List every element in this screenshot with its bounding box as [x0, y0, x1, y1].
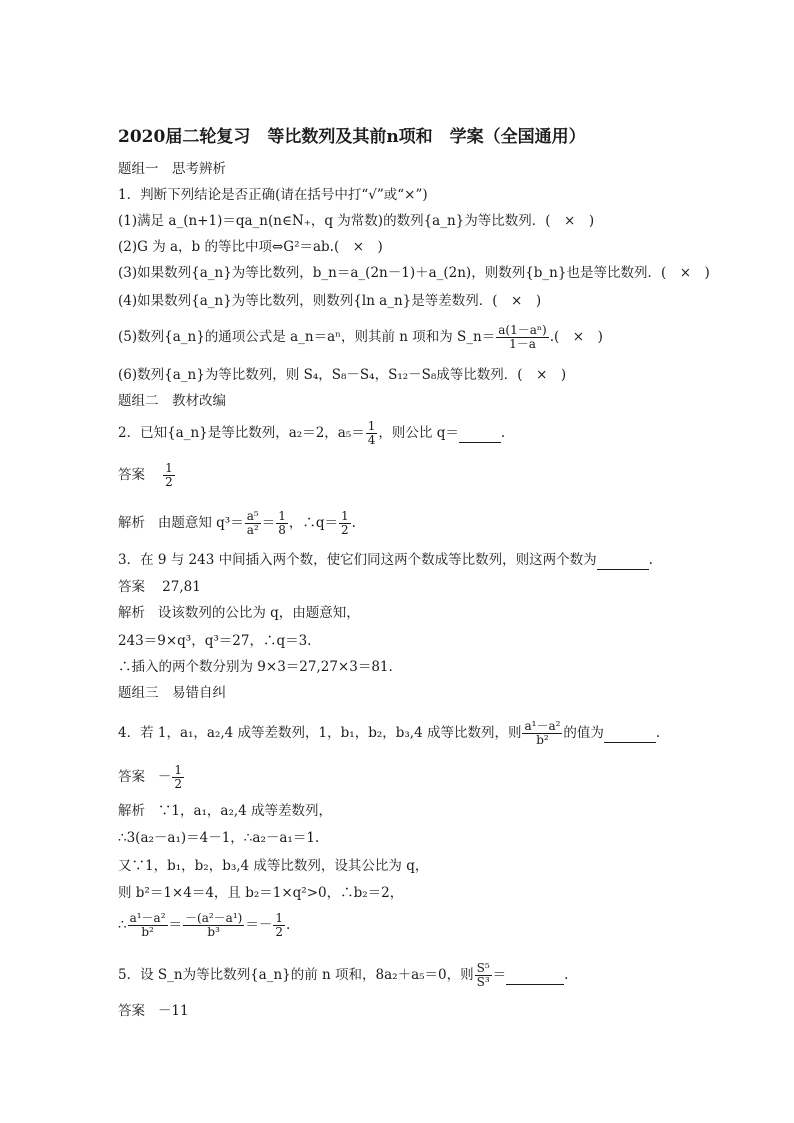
fraction	[172, 764, 184, 791]
answer-sign: －	[157, 769, 172, 785]
question-4: 4．若 1，a₁，a₂,4 成等差数列，1，b₁，b₂，b₃,4 成等比数列，则 $\frac{\text{a¹－a²}}{\text{b²}}$ 的值为 .	[118, 719, 661, 747]
question-3: 3．在 9 与 243 中间插入两个数，使它们同这两个数成等比数列，则这两个数为 .	[118, 552, 653, 568]
question-1-item-6: (6)数列{a_n}为等比数列，则 S₄，S₈－S₄，S₁₂－S₈成等比数列．( × )	[118, 367, 567, 383]
denominator: 2	[341, 523, 349, 537]
question-1-item-1: (1)满足 a_(n+1)＝qa_n(n∈N₊，q 为常数)的数列{a_n}为等比数列．( × )	[118, 213, 595, 229]
numerator: 1	[275, 911, 283, 925]
denominator: 2	[165, 475, 173, 489]
numerator: 1	[341, 509, 349, 523]
analysis-2: 解析 由题意知 q³＝ $\frac{\text{a⁵}}{\text{a²}}$ ＝ $\frac{1}{8}$ ，∴q＝ $\frac{1}{2}$ .	[118, 509, 356, 537]
answer-blank	[597, 551, 649, 570]
numerator: 1	[165, 461, 173, 475]
therefore-sign: ∴	[118, 917, 127, 933]
answer-label: 答案	[118, 579, 145, 595]
numerator: 1	[278, 509, 286, 523]
answer-blank	[459, 424, 501, 443]
equals-sign: ＝	[261, 515, 276, 531]
item-5-tail: .( × )	[549, 329, 603, 345]
analysis-4-line-5: ∴ $\frac{\text{a¹－a²}}{\text{b²}}$ ＝ $\frac{\text{－(a²－a¹)}}{\text{b³}}$ ＝－ $\frac{1}{2}$ .	[118, 911, 291, 939]
numerator: a(1－aⁿ)	[498, 323, 547, 337]
fraction	[366, 420, 378, 447]
denominator: 8	[278, 523, 286, 537]
question-4-text: 4．若 1，a₁，a₂,4 成等差数列，1，b₁，b₂，b₃,4 成等比数列，则	[118, 725, 522, 741]
answer-label: 答案	[118, 467, 145, 483]
answer-blank	[506, 966, 564, 985]
denominator: 2	[275, 925, 283, 939]
question-1-item-2: (2)G 为 a，b 的等比中项⇔G²＝ab.( × )	[118, 239, 383, 255]
fraction	[276, 510, 288, 537]
analysis-3-line-3: ∴插入的两个数分别为 9×3＝27,27×3＝81.	[118, 659, 393, 675]
fraction	[273, 912, 285, 939]
question-5: 5．设 S_n为等比数列{a_n}的前 n 项和，8a₂＋a₅＝0，则 $\frac{\text{S⁵}}{\text{S³}}$ ＝ .	[118, 961, 569, 989]
question-1-item-5	[118, 324, 778, 351]
page-title: 2020届二轮复习 等比数列及其前n项和 学案（全国通用）	[118, 127, 586, 147]
numerator: －(a²－a¹)	[185, 911, 243, 925]
fraction	[339, 510, 351, 537]
answer-2	[118, 462, 778, 489]
analysis-label: 解析	[118, 803, 145, 819]
numerator: S⁵	[476, 961, 490, 975]
analysis-text: ，∴q＝	[288, 515, 338, 531]
numerator: 1	[367, 419, 376, 433]
answer-5	[118, 1002, 778, 1020]
numerator: a¹－a²	[524, 719, 561, 733]
question-1-item-4: (4)如果数列{a_n}为等比数列，则数列{ln a_n}是等差数列．( × )	[118, 293, 542, 309]
fraction	[475, 962, 492, 989]
analysis-4-line-2: ∴3(a₂－a₁)＝4－1，∴a₂－a₁＝1.	[118, 830, 320, 846]
question-2-tail: ，则公比 q＝	[378, 425, 459, 441]
analysis-label: 解析	[118, 605, 145, 621]
analysis-3-line-2: 243＝9×q³，q³＝27，∴q＝3.	[118, 633, 312, 649]
analysis-4-line-3: 又∵1，b₁，b₂，b₃,4 成等比数列，设其公比为 q，	[118, 858, 429, 874]
fraction	[245, 510, 261, 537]
group-heading-2: 题组二 教材改编	[118, 393, 226, 409]
analysis-text: 由题意知 q³＝	[157, 515, 244, 531]
answer-blank	[604, 724, 656, 743]
answer-4	[118, 764, 778, 791]
fraction	[183, 912, 244, 939]
fraction	[522, 720, 562, 747]
denominator: 1－a	[509, 337, 536, 351]
denominator: b²	[536, 733, 549, 747]
numerator: a¹－a²	[129, 911, 166, 925]
question-2: 2．已知{a_n}是等比数列，a₂＝2，a₅＝ $\frac{1}{4}$ ，则公比 q＝ .	[118, 419, 506, 447]
question-3-text: 3．在 9 与 243 中间插入两个数，使它们同这两个数成等比数列，则这两个数为	[118, 552, 597, 568]
analysis-3	[118, 604, 778, 622]
answer-label: 答案	[118, 1003, 145, 1019]
question-5-text: 5．设 S_n为等比数列{a_n}的前 n 项和，8a₂＋a₅＝0，则	[118, 967, 474, 983]
denominator: 2	[174, 777, 183, 791]
group-heading-3: 题组三 易错自纠	[118, 685, 226, 701]
fraction	[496, 324, 549, 351]
answer-value: 27,81	[162, 579, 201, 595]
numerator: a⁵	[246, 509, 259, 523]
question-1: 1．判断下列结论是否正确(请在括号中打“√”或“×”)	[118, 187, 428, 203]
analysis-text: 设该数列的公比为 q，由题意知，	[157, 605, 360, 621]
question-4-tail: 的值为	[563, 725, 604, 741]
numerator: 1	[174, 763, 183, 777]
question-2-text: 2．已知{a_n}是等比数列，a₂＝2，a₅＝	[118, 425, 365, 441]
equals-sign: ＝	[492, 967, 507, 983]
equals-sign: ＝－	[245, 917, 273, 933]
denominator: b³	[207, 925, 220, 939]
fraction	[163, 462, 175, 489]
answer-3	[118, 578, 778, 596]
denominator: b²	[141, 925, 154, 939]
denominator: 4	[367, 433, 376, 447]
denominator: S³	[476, 975, 490, 989]
fraction	[128, 912, 168, 939]
analysis-4-line-4: 则 b²＝1×4＝4，且 b₂＝1×q²>0，∴b₂＝2，	[118, 885, 404, 901]
group-heading-1: 题组一 思考辨析	[118, 161, 226, 177]
item-5-text: (5)数列{a_n}的通项公式是 a_n＝aⁿ，则其前 n 项和为 S_n＝	[118, 329, 496, 345]
answer-label: 答案	[118, 769, 145, 785]
answer-value: －11	[157, 1003, 189, 1019]
denominator: a²	[246, 523, 259, 537]
analysis-label: 解析	[118, 515, 145, 531]
analysis-4	[118, 802, 778, 820]
question-1-item-3: (3)如果数列{a_n}为等比数列，b_n＝a_(2n－1)＋a_(2n)，则数列{b_n}也是等比数列．( × )	[118, 265, 710, 281]
analysis-text: ∵1，a₁，a₂,4 成等差数列，	[157, 803, 333, 819]
